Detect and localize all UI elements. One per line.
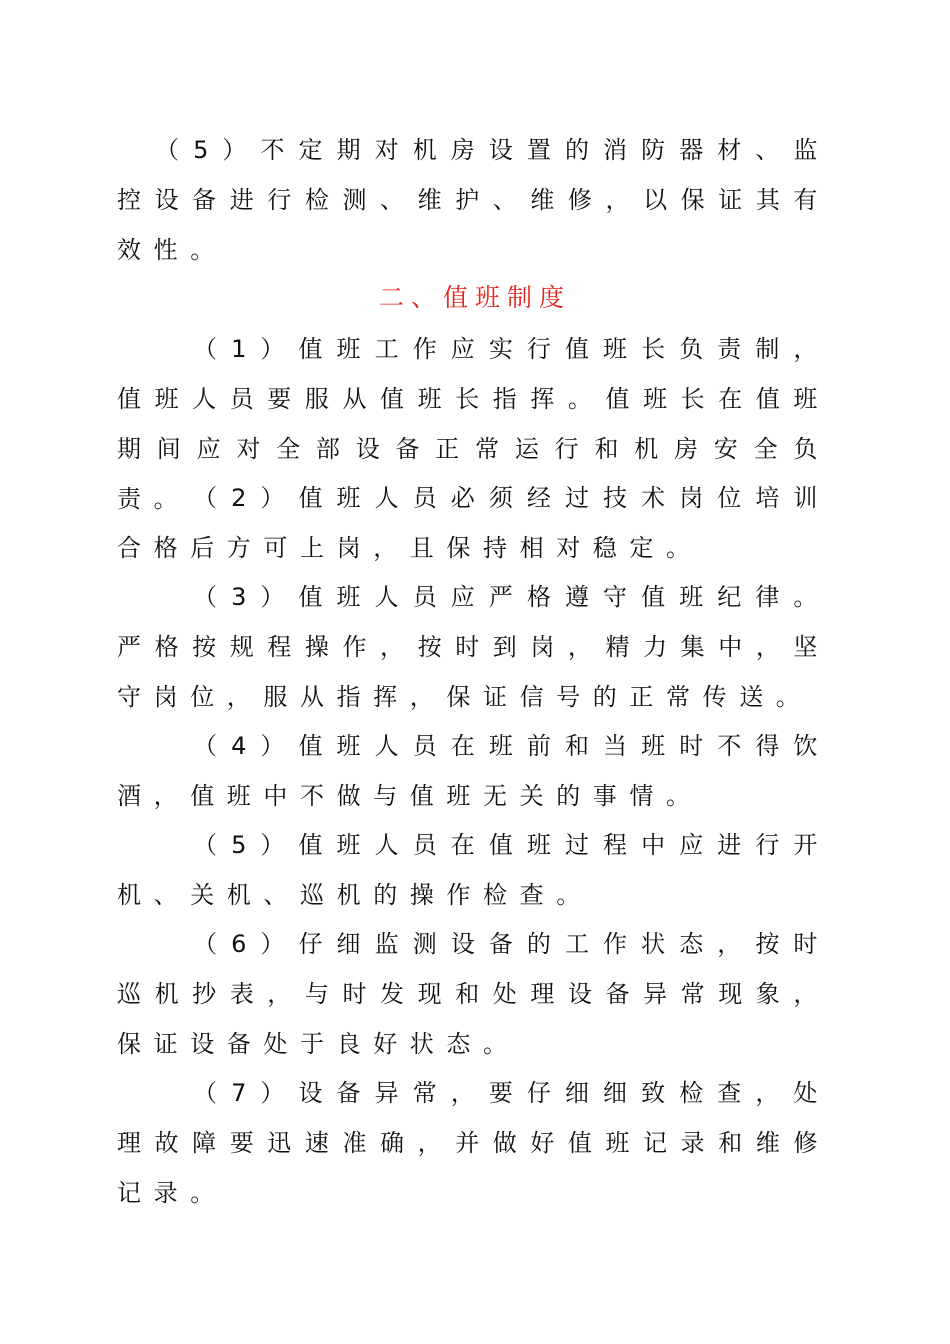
paragraph-6: （6）仔细监测设备的工作状态，按时巡机抄表，与时发现和处理设备异常现象，保证设备处于良好状态。	[117, 930, 830, 1058]
paragraph-2: （2）值班人员必须经过技术岗位培训合格后方可上岗，且保持相对稳定。	[117, 484, 830, 562]
section-heading: 二、值班制度	[378, 283, 571, 312]
paragraph-4: （4）值班人员在班前和当班时不得饮酒，值班中不做与值班无关的事情。	[117, 732, 830, 810]
paragraph-5: （5）值班人员在值班过程中应进行开机、关机、巡机的操作检查。	[117, 831, 830, 909]
paragraph-7: （7）设备异常，要仔细细致检查，处理故障要迅速准确，并做好值班记录和维修记录。	[117, 1079, 830, 1207]
paragraph-1: （1）值班工作应实行值班长负责制，值班人员要服从值班长指挥。值班长在值班期间应对全部设备正常运行和机房安全负责。	[117, 335, 830, 513]
paragraph-3: （3）值班人员应严格遵守值班纪律。严格按规程操作，按时到岗，精力集中，坚守岗位，服从指挥，保证信号的正常传送。	[117, 583, 830, 711]
intro-paragraph: （5）不定期对机房设置的消防器材、监控设备进行检测、维护、维修，以保证其有效性。	[117, 136, 830, 264]
